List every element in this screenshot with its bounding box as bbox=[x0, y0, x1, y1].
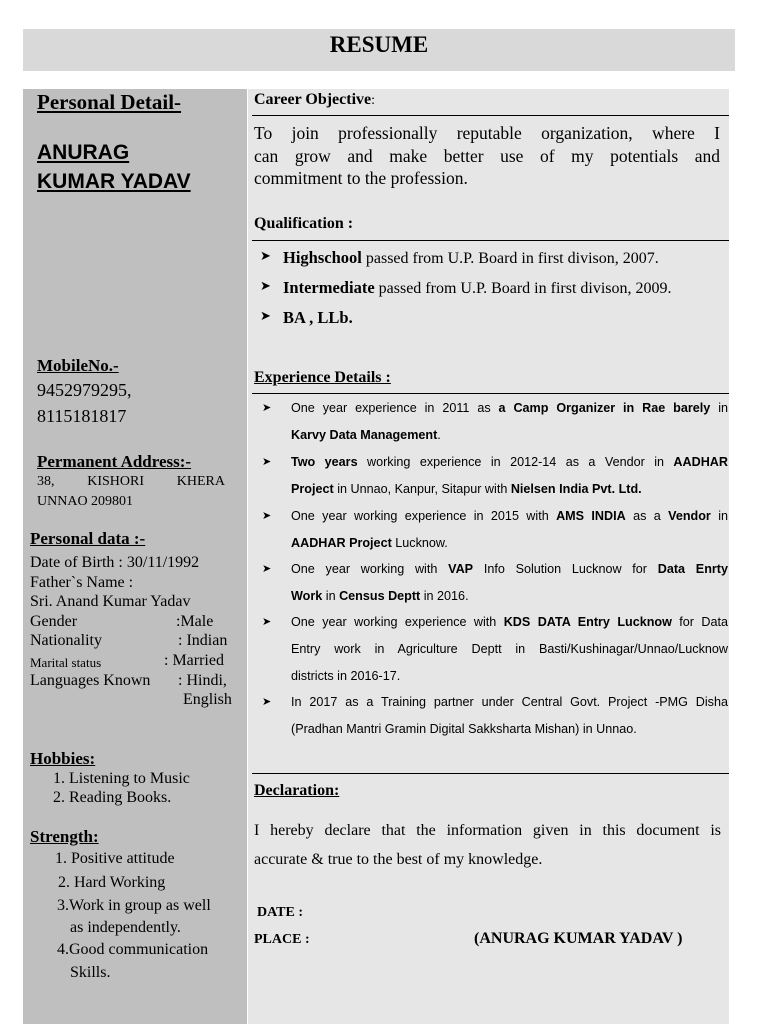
mobile-number-1: 9452979295, bbox=[37, 380, 132, 400]
experience-label: Experience Details bbox=[254, 369, 382, 386]
declaration-heading: Declaration: bbox=[254, 782, 340, 799]
divider-declaration bbox=[252, 773, 729, 774]
qualification-1-rest: passed from U.P. Board in first divison, 2007. bbox=[361, 250, 659, 267]
experience-3-line-1 bbox=[291, 509, 728, 523]
resume-title: RESUME bbox=[329, 32, 429, 57]
declaration-line-2: accurate & true to the best of my knowledge. bbox=[254, 851, 543, 868]
strength-item-1: 1. Positive attitude bbox=[55, 850, 175, 867]
experience-5-line-3: districts in 2016-17. bbox=[291, 669, 401, 683]
qualification-3-bold: BA , LLb. bbox=[283, 308, 353, 327]
exp-text: as a bbox=[625, 509, 669, 523]
arrow-bullet-icon: ➤ bbox=[262, 615, 272, 628]
experience-3-line-2 bbox=[291, 536, 728, 550]
career-objective-label: Career Objective bbox=[254, 91, 372, 108]
address-line-1: 38, KISHORI KHERA bbox=[37, 474, 225, 489]
exp-text: Info Solution Lucknow for bbox=[473, 562, 658, 576]
signature-name: (ANURAG KUMAR YADAV ) bbox=[474, 930, 683, 947]
strength-item-3: 3.Work in group as well bbox=[57, 897, 211, 914]
declaration-line-1: I hereby declare that the information given in this document is bbox=[254, 822, 721, 839]
exp-text: in bbox=[710, 401, 728, 415]
marital-value: : Married bbox=[164, 651, 224, 669]
experience-4-line-1 bbox=[291, 562, 728, 576]
mobile-label: MobileNo.- bbox=[37, 356, 119, 375]
arrow-bullet-icon: ➤ bbox=[260, 309, 271, 324]
experience-item-6 bbox=[262, 695, 732, 745]
place-label: PLACE : bbox=[254, 932, 310, 947]
experience-6-line-2: (Pradhan Mantri Gramin Digital Sakksharta Mishan) in Unnao. bbox=[291, 722, 637, 736]
title-banner bbox=[23, 29, 735, 71]
gender-value: :Male bbox=[176, 612, 214, 630]
experience-item-5 bbox=[262, 615, 732, 691]
hobby-item-1: 1. Listening to Music bbox=[53, 770, 190, 787]
declaration-text bbox=[254, 816, 721, 874]
strength-item-2: 2. Hard Working bbox=[58, 874, 166, 891]
exp-text: for Data bbox=[671, 615, 729, 629]
marital-label: Marital status bbox=[30, 654, 102, 670]
languages-value-2: English bbox=[183, 691, 232, 709]
experience-heading bbox=[254, 369, 391, 387]
hobbies-heading: Hobbies: bbox=[30, 749, 96, 768]
career-objective-colon: : bbox=[371, 93, 376, 108]
exp-bold: Two years bbox=[291, 455, 358, 469]
career-objective-heading bbox=[254, 91, 375, 109]
date-label: DATE : bbox=[257, 905, 304, 920]
exp-text: . bbox=[437, 428, 441, 442]
gender-label: Gender bbox=[30, 612, 78, 630]
arrow-bullet-icon: ➤ bbox=[262, 401, 272, 414]
exp-text: in Unnao, Kanpur, Sitapur with bbox=[333, 482, 511, 496]
strength-item-4: 4.Good communication bbox=[57, 941, 209, 958]
qualification-2-rest: passed from U.P. Board in first divison, 2009. bbox=[374, 280, 672, 297]
career-line-3: commitment to the profession. bbox=[254, 168, 468, 188]
arrow-bullet-icon: ➤ bbox=[260, 279, 271, 294]
exp-bold: Nielsen India Pvt. Ltd. bbox=[510, 482, 642, 496]
exp-text: in bbox=[710, 509, 728, 523]
divider-qualification bbox=[252, 240, 729, 241]
qualification-label: Qualification bbox=[254, 215, 344, 232]
languages-label: Languages Known bbox=[30, 671, 151, 689]
experience-5-line-1 bbox=[291, 615, 728, 629]
qualification-item-1 bbox=[260, 249, 722, 269]
qualification-1-bold: Highschool bbox=[283, 248, 362, 267]
experience-1-line-2 bbox=[291, 428, 728, 442]
experience-1-line-1 bbox=[291, 401, 728, 415]
exp-text: in bbox=[322, 589, 340, 603]
nationality-label: Nationality bbox=[30, 632, 102, 650]
arrow-bullet-icon: ➤ bbox=[262, 455, 272, 468]
qualification-2-bold: Intermediate bbox=[283, 278, 375, 297]
strength-item-3-cont: as independently. bbox=[70, 919, 181, 936]
personal-data-block bbox=[30, 553, 240, 710]
father-label: Father`s Name : bbox=[30, 573, 134, 591]
divider-experience bbox=[252, 393, 729, 394]
exp-bold: VAP bbox=[448, 562, 474, 576]
exp-bold: Work bbox=[291, 589, 323, 603]
dob-text: Date of Birth : 30/11/1992 bbox=[30, 554, 200, 571]
exp-text: One year experience in 2011 as bbox=[291, 401, 499, 415]
experience-6-line-1: In 2017 as a Training partner under Central Govt. Project -PMG Disha bbox=[291, 695, 728, 709]
arrow-bullet-icon: ➤ bbox=[262, 695, 272, 708]
qualification-colon: : bbox=[343, 215, 354, 232]
mobile-number-2: 8115181817 bbox=[37, 406, 127, 426]
arrow-bullet-icon: ➤ bbox=[262, 509, 272, 522]
address-line-2: UNNAO 209801 bbox=[37, 494, 134, 509]
exp-bold: Data Enrty bbox=[657, 562, 728, 576]
personal-detail-heading: Personal Detail- bbox=[37, 90, 182, 114]
arrow-bullet-icon: ➤ bbox=[262, 562, 272, 575]
languages-value: : Hindi, bbox=[178, 671, 227, 689]
exp-text: One year working with bbox=[291, 562, 449, 576]
strength-heading: Strength: bbox=[30, 827, 99, 846]
personal-data-heading: Personal data :- bbox=[30, 529, 146, 548]
experience-item-2 bbox=[262, 455, 732, 505]
career-line-2: can grow and make better use of my potentials and bbox=[254, 145, 720, 166]
qualification-heading bbox=[254, 215, 353, 233]
experience-5-line-2: Entry work in Agriculture Deptt in Basti/Kushinagar/Unnao/Lucknow bbox=[291, 642, 728, 656]
qualification-item-3 bbox=[260, 309, 722, 329]
career-line-1: To join professionally reputable organization, where I bbox=[254, 123, 720, 143]
permanent-address-label: Permanent Address:- bbox=[37, 452, 192, 471]
experience-2-line-1 bbox=[291, 455, 728, 469]
experience-item-1 bbox=[262, 401, 732, 451]
exp-bold: Census Deptt bbox=[339, 589, 421, 603]
exp-bold: AADHAR bbox=[673, 455, 728, 469]
experience-item-4 bbox=[262, 562, 732, 612]
exp-text: in 2016. bbox=[420, 589, 469, 603]
exp-bold: a Camp Organizer in Rae barely bbox=[498, 401, 711, 415]
nationality-value: : Indian bbox=[178, 632, 228, 650]
name-line-2: KUMAR YADAV bbox=[37, 170, 191, 193]
experience-4-line-2 bbox=[291, 589, 728, 603]
strength-item-4-cont: Skills. bbox=[70, 964, 111, 981]
exp-bold: Karvy Data Management bbox=[291, 428, 438, 442]
experience-colon: : bbox=[381, 369, 391, 386]
exp-bold: Vendor bbox=[668, 509, 711, 523]
divider-career bbox=[252, 115, 729, 116]
name-line-1: ANURAG bbox=[37, 141, 130, 164]
father-name: Sri. Anand Kumar Yadav bbox=[30, 593, 191, 611]
hobby-item-2: 2. Reading Books. bbox=[53, 789, 172, 806]
exp-bold: Project bbox=[291, 482, 334, 496]
exp-text: One year working experience in 2015 with bbox=[291, 509, 557, 523]
exp-text: working experience in 2012-14 as a Vendor in bbox=[357, 455, 674, 469]
exp-text: One year working experience with bbox=[291, 615, 504, 629]
exp-bold: AADHAR Project bbox=[291, 536, 392, 550]
qualification-item-2 bbox=[260, 279, 722, 299]
exp-text: Lucknow. bbox=[391, 536, 448, 550]
arrow-bullet-icon: ➤ bbox=[260, 249, 271, 264]
exp-bold: AMS INDIA bbox=[556, 509, 626, 523]
career-objective-text bbox=[254, 122, 720, 190]
experience-item-3 bbox=[262, 509, 732, 559]
exp-bold: KDS DATA Entry Lucknow bbox=[503, 615, 672, 629]
experience-2-line-2 bbox=[291, 482, 728, 496]
